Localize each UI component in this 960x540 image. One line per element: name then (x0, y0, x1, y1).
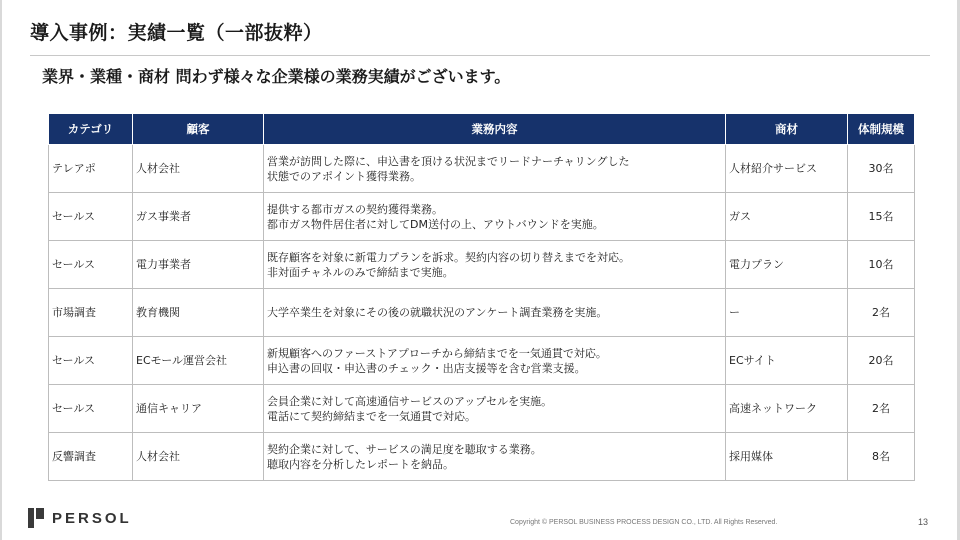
table-header-row (49, 114, 915, 145)
header-product: 商材 (726, 114, 848, 145)
content-line: 既存顧客を対象に新電力プランを訴求。契約内容の切り替えまでを対応。 (267, 250, 630, 264)
cell-scale: 2名 (848, 289, 915, 337)
case-table (48, 113, 915, 481)
table-row (49, 241, 915, 289)
slide-subtitle: 業界・業種・商材 問わず様々な企業様の業務実績がございます。 (42, 67, 511, 86)
cell-category: 市場調査 (49, 289, 133, 337)
cell-scale: 20名 (848, 337, 915, 385)
table-row (49, 433, 915, 481)
cell-content (264, 193, 726, 241)
cell-product: 採用媒体 (726, 433, 848, 481)
cell-content (264, 337, 726, 385)
cell-product: 人材紹介サービス (726, 145, 848, 193)
cell-customer: 人材会社 (133, 433, 264, 481)
cell-scale: 8名 (848, 433, 915, 481)
cell-scale: 2名 (848, 385, 915, 433)
table-row (49, 289, 915, 337)
slide-title: 導入事例：実績一覧（一部抜粋） (30, 22, 323, 44)
persol-logo-mark-icon (28, 508, 44, 528)
table-row (49, 385, 915, 433)
content-line: 大学卒業生を対象にその後の就職状況のアンケート調査業務を実施。 (267, 306, 608, 319)
table-body (49, 145, 915, 481)
table-row (49, 145, 915, 193)
cell-product: ECサイト (726, 337, 848, 385)
table-row (49, 337, 915, 385)
cell-product: 高速ネットワーク (726, 385, 848, 433)
cell-content (264, 241, 726, 289)
content-line: 契約企業に対して、サービスの満足度を聴取する業務。 (267, 442, 542, 456)
cell-content (264, 145, 726, 193)
header-scale: 体制規模 (848, 114, 915, 145)
header-customer: 顧客 (133, 114, 264, 145)
title-divider (30, 55, 930, 56)
cell-category: セールス (49, 241, 133, 289)
cell-customer: 電力事業者 (133, 241, 264, 289)
left-edge-bar (0, 0, 2, 540)
cell-category: セールス (49, 337, 133, 385)
header-category: カテゴリ (49, 114, 133, 145)
cell-category: セールス (49, 193, 133, 241)
cell-customer: 人材会社 (133, 145, 264, 193)
cell-product: 電力プラン (726, 241, 848, 289)
content-line: 提供する都市ガスの契約獲得業務。 (267, 202, 443, 216)
footer-logo (28, 508, 132, 528)
content-line: 会員企業に対して高速通信サービスのアップセルを実施。 (267, 394, 553, 408)
content-line: 都市ガス物件居住者に対してDM送付の上、アウトバウンドを実施。 (267, 217, 604, 231)
cell-customer: ガス事業者 (133, 193, 264, 241)
cell-category: セールス (49, 385, 133, 433)
cell-scale: 10名 (848, 241, 915, 289)
content-line: 新規顧客へのファーストアプローチから締結までを一気通貫で対応。 (267, 346, 607, 360)
content-line: 営業が訪問した際に、申込書を頂ける状況までリードナーチャリングした (267, 154, 630, 168)
cell-customer: 通信キャリア (133, 385, 264, 433)
cell-content (264, 385, 726, 433)
logo-text: PERSOL (52, 509, 132, 527)
cell-category: テレアポ (49, 145, 133, 193)
header-content: 業務内容 (264, 114, 726, 145)
content-line: 非対面チャネルのみで締結まで実施。 (267, 265, 454, 279)
cell-product: ー (726, 289, 848, 337)
table-row (49, 193, 915, 241)
cell-scale: 30名 (848, 145, 915, 193)
page-number: 13 (918, 517, 929, 527)
cell-content (264, 289, 726, 337)
copyright-text: Copyright © PERSOL BUSINESS PROCESS DESIGN CO., LTD. All Rights Reserved. (510, 519, 778, 526)
cell-category: 反響調査 (49, 433, 133, 481)
content-line: 電話にて契約締結までを一気通貫で対応。 (267, 409, 476, 423)
cell-product: ガス (726, 193, 848, 241)
content-line: 申込書の回収・申込書のチェック・出店支援等を含む営業支援。 (267, 361, 586, 375)
cell-content (264, 433, 726, 481)
content-line: 聴取内容を分析したレポートを納品。 (267, 457, 454, 471)
cell-scale: 15名 (848, 193, 915, 241)
cell-customer: ECモール運営会社 (133, 337, 264, 385)
content-line: 状態でのアポイント獲得業務。 (267, 169, 421, 183)
cell-customer: 教育機関 (133, 289, 264, 337)
